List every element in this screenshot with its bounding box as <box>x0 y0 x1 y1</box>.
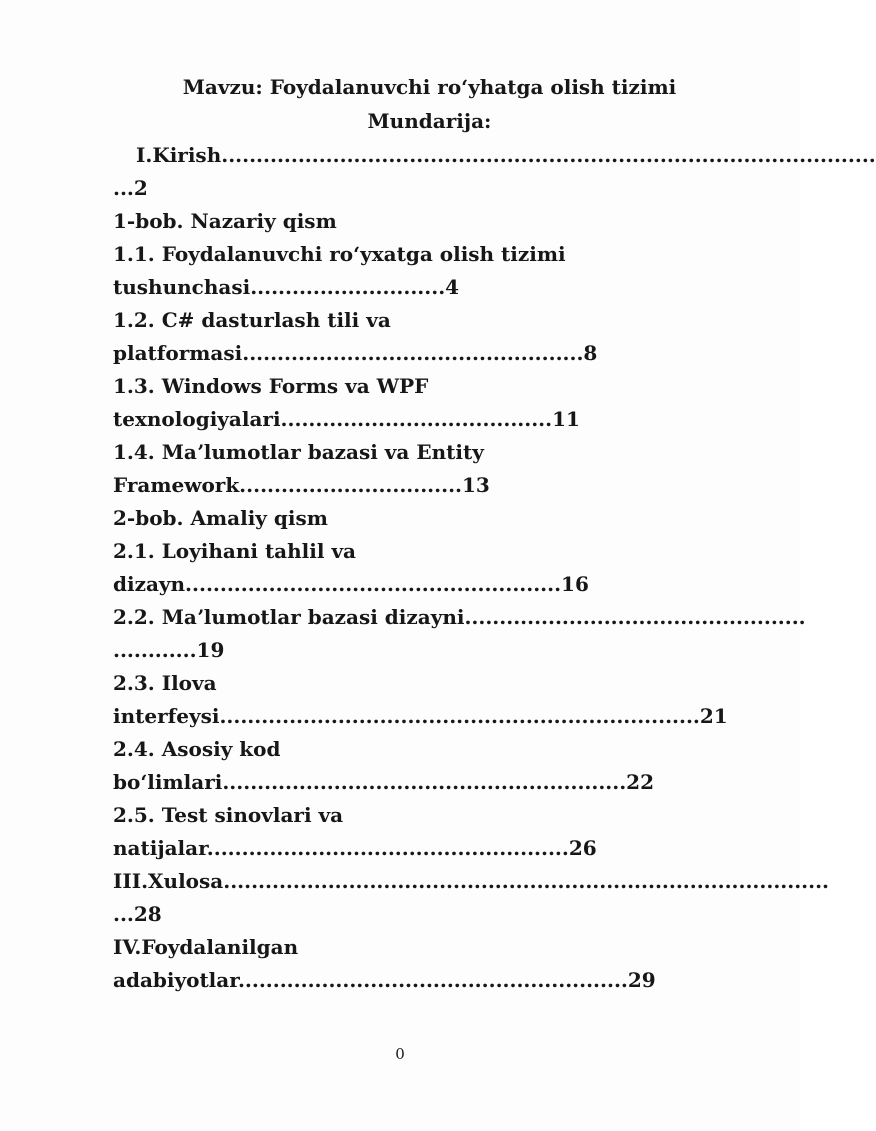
toc-line: natijalar....................................................26 <box>113 836 597 860</box>
toc-line: 1.4. Maʼlumotlar bazasi va Entity <box>113 440 484 464</box>
toc-line: 1.2. C# dasturlash tili va <box>113 308 391 332</box>
toc-line: 1-bob. Nazariy qism <box>113 209 337 233</box>
toc-line: Framework................................13 <box>113 473 490 497</box>
page-number: 0 <box>395 1045 405 1063</box>
toc-line: ...2 <box>113 176 148 200</box>
toc-line: texnologiyalari.......................................11 <box>113 407 580 431</box>
document-title: Mavzu: Foydalanuvchi roʻyhatga olish tizimi <box>182 75 677 99</box>
toc-line: adabiyotlar........................................................29 <box>113 968 656 992</box>
toc-line: I.Kirish.............................................................................................. <box>136 143 876 167</box>
toc-line: IV.Foydalanilgan <box>113 935 299 959</box>
toc-line: ...28 <box>113 902 162 926</box>
table-of-contents <box>113 139 876 997</box>
toc-line: ............19 <box>113 638 225 662</box>
toc-line: boʻlimlari..........................................................22 <box>113 770 655 794</box>
toc-line: dizayn......................................................16 <box>113 572 589 596</box>
toc-line: 2.2. Maʼlumotlar bazasi dizayni................................................. <box>113 605 806 629</box>
toc-heading: Mundarija: <box>367 109 492 133</box>
toc-line: interfeysi.....................................................................21 <box>113 704 728 728</box>
toc-line: platformasi.................................................8 <box>113 341 598 365</box>
title-block <box>113 70 746 138</box>
toc-line: 2.5. Test sinovlari va <box>113 803 344 827</box>
toc-line: 1.3. Windows Forms va WPF <box>113 374 429 398</box>
toc-line: III.Xulosa....................................................................................... <box>113 869 830 893</box>
toc-line: 2.4. Asosiy kod <box>113 737 281 761</box>
toc-line: 2-bob. Amaliy qism <box>113 506 328 530</box>
toc-line: tushunchasi............................4 <box>113 275 460 299</box>
toc-line: 2.1. Loyihani tahlil va <box>113 539 357 563</box>
toc-line: 2.3. Ilova <box>113 671 217 695</box>
toc-line: 1.1. Foydalanuvchi roʻyxatga olish tizimi <box>113 242 566 266</box>
